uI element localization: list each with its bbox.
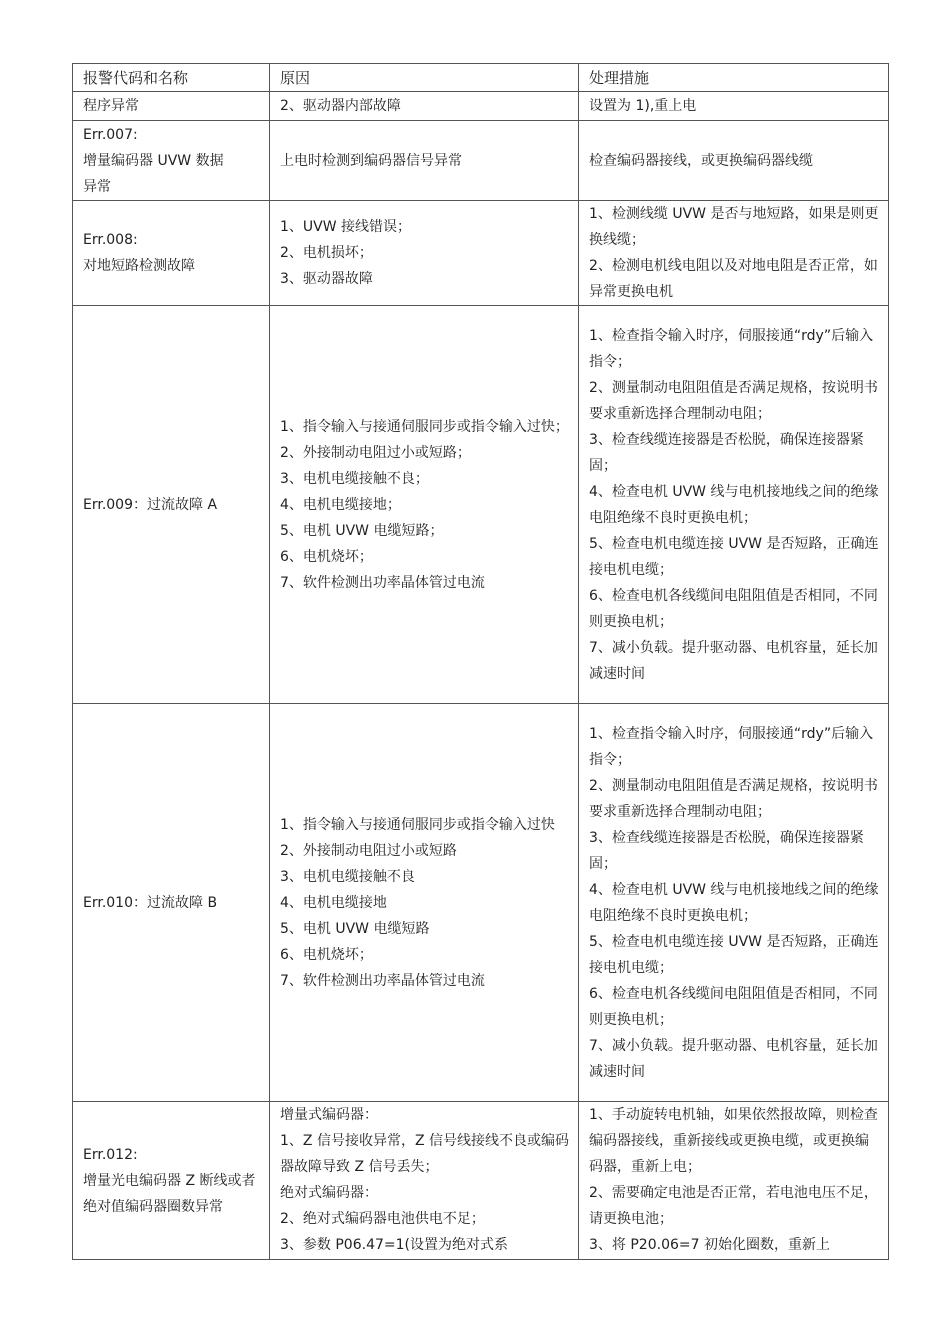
table-header-row xyxy=(73,64,889,92)
header-cause: 原因 xyxy=(270,64,579,92)
cell-line: 4、检查电机 UVW 线与电机接地线之间的绝缘电阻绝缘不良时更换电机； xyxy=(589,881,879,924)
cell-action xyxy=(579,306,889,704)
cell-action xyxy=(579,201,889,306)
cell-line: 4、检查电机 UVW 线与电机接地线之间的绝缘电阻绝缘不良时更换电机； xyxy=(589,483,879,526)
cell-line: 3、电机电缆接触不良； xyxy=(280,470,429,487)
cell-line: 上电时检测到编码器信号异常 xyxy=(280,152,462,169)
cell-line: 1、指令输入与接通伺服同步或指令输入过快； xyxy=(280,418,569,435)
table-row xyxy=(73,92,889,121)
cell-cause xyxy=(270,121,579,201)
cell-cause xyxy=(270,306,579,704)
cell-line: 1、手动旋转电机轴，如果依然报故障，则检查编码器接线，重新接线或更换电缆，或更换编码器，重新上电； xyxy=(589,1107,878,1175)
cell-line: 4、电机电缆接地； xyxy=(280,496,401,513)
cell-line: 2、电机损坏； xyxy=(280,245,373,261)
cell-line: 对地短路检测故障 xyxy=(83,258,195,274)
cell-line: 3、驱动器故障 xyxy=(280,271,373,287)
cell-line: 2、检测电机线电阻以及对地电阻是否正常，如异常更换电机 xyxy=(589,258,878,300)
cell-line: 1、检查指令输入时序，伺服接通“rdy”后输入指令； xyxy=(589,327,874,370)
cell-code xyxy=(73,201,270,306)
cell-line: 2、绝对式编码器电池供电不足； xyxy=(280,1211,485,1227)
cell-code xyxy=(73,704,270,1102)
table-body xyxy=(73,92,889,1260)
cell-line: Err.009：过流故障 A xyxy=(83,496,218,513)
cell-line: 异常 xyxy=(83,178,111,195)
cell-line: Err.010：过流故障 B xyxy=(83,894,218,911)
cell-line: 1、检测线缆 UVW 是否与地短路，如果是则更换线缆； xyxy=(589,206,879,248)
cell-line: 程序异常 xyxy=(83,98,139,114)
cell-action xyxy=(579,1102,889,1260)
cell-line: 增量光电编码器 Z 断线或者绝对值编码器圈数异常 xyxy=(83,1172,256,1215)
cell-line: 2、测量制动电阻阻值是否满足规格，按说明书要求重新选择合理制动电阻； xyxy=(589,379,878,422)
cell-code xyxy=(73,1102,270,1260)
cell-line: 5、电机 UVW 电缆短路 xyxy=(280,920,430,937)
cell-cause xyxy=(270,201,579,306)
cell-line: Err.007: xyxy=(83,126,138,143)
cell-line: 5、检查电机电缆连接 UVW 是否短路，正确连接电机电缆； xyxy=(589,535,879,578)
cell-line: 6、检查电机各线缆间电阻阻值是否相同，不同则更换电机； xyxy=(589,587,878,630)
cell-line: 设置为 1),重上电 xyxy=(589,98,697,114)
table-row xyxy=(73,201,889,306)
cell-line: 1、检查指令输入时序，伺服接通“rdy”后输入指令； xyxy=(589,725,874,768)
cell-line: Err.008: xyxy=(83,232,138,248)
alarm-table xyxy=(72,63,889,1260)
cell-line: 2、外接制动电阻过小或短路 xyxy=(280,842,457,859)
cell-line: 7、软件检测出功率晶体管过电流 xyxy=(280,574,485,591)
cell-line: 2、驱动器内部故障 xyxy=(280,98,401,114)
cell-line: 6、电机烧坏； xyxy=(280,548,373,565)
header-action: 处理措施 xyxy=(579,64,889,92)
cell-line: 检查编码器接线，或更换编码器线缆 xyxy=(589,152,813,169)
table-row xyxy=(73,121,889,201)
table-row xyxy=(73,306,889,704)
cell-action xyxy=(579,92,889,121)
cell-line: 绝对式编码器： xyxy=(280,1185,378,1201)
cell-line: 7、软件检测出功率晶体管过电流 xyxy=(280,972,485,989)
cell-line: Err.012: xyxy=(83,1146,138,1163)
cell-line: 5、检查电机电缆连接 UVW 是否短路，正确连接电机电缆； xyxy=(589,933,879,976)
cell-line: 5、电机 UVW 电缆短路； xyxy=(280,522,444,539)
cell-line: 增量编码器 UVW 数据 xyxy=(83,152,224,169)
cell-line: 1、指令输入与接通伺服同步或指令输入过快 xyxy=(280,816,555,833)
cell-action xyxy=(579,704,889,1102)
cell-line: 2、测量制动电阻阻值是否满足规格，按说明书要求重新选择合理制动电阻； xyxy=(589,777,878,820)
cell-line: 3、检查线缆连接器是否松脱，确保连接器紧固； xyxy=(589,431,864,474)
header-code: 报警代码和名称 xyxy=(73,64,270,92)
cell-line: 2、外接制动电阻过小或短路； xyxy=(280,444,471,461)
cell-action xyxy=(579,121,889,201)
table-row xyxy=(73,1102,889,1260)
cell-line: 3、检查线缆连接器是否松脱，确保连接器紧固； xyxy=(589,829,864,872)
cell-line: 6、电机烧坏； xyxy=(280,946,373,963)
cell-line: 4、电机电缆接地 xyxy=(280,894,387,911)
table-row xyxy=(73,704,889,1102)
cell-cause xyxy=(270,92,579,121)
cell-code xyxy=(73,306,270,704)
cell-line: 2、需要确定电池是否正常，若电池电压不足，请更换电池； xyxy=(589,1185,878,1227)
cell-line: 3、将 P20.06=7 初始化圈数，重新上 xyxy=(589,1237,830,1253)
cell-line: 6、检查电机各线缆间电阻阻值是否相同，不同则更换电机； xyxy=(589,985,878,1028)
cell-line: 7、减小负载。提升驱动器、电机容量，延长加减速时间 xyxy=(589,639,878,682)
cell-cause xyxy=(270,704,579,1102)
cell-line: 3、参数 P06.47=1(设置为绝对式系 xyxy=(280,1237,508,1253)
cell-line: 1、Z 信号接收异常，Z 信号线接线不良或编码器故障导致 Z 信号丢失； xyxy=(280,1133,569,1175)
cell-code xyxy=(73,92,270,121)
cell-cause xyxy=(270,1102,579,1260)
cell-line: 1、UVW 接线错误； xyxy=(280,219,412,235)
cell-line: 7、减小负载。提升驱动器、电机容量，延长加减速时间 xyxy=(589,1037,878,1080)
cell-line: 3、电机电缆接触不良 xyxy=(280,868,415,885)
cell-line: 增量式编码器： xyxy=(280,1107,378,1123)
cell-code xyxy=(73,121,270,201)
